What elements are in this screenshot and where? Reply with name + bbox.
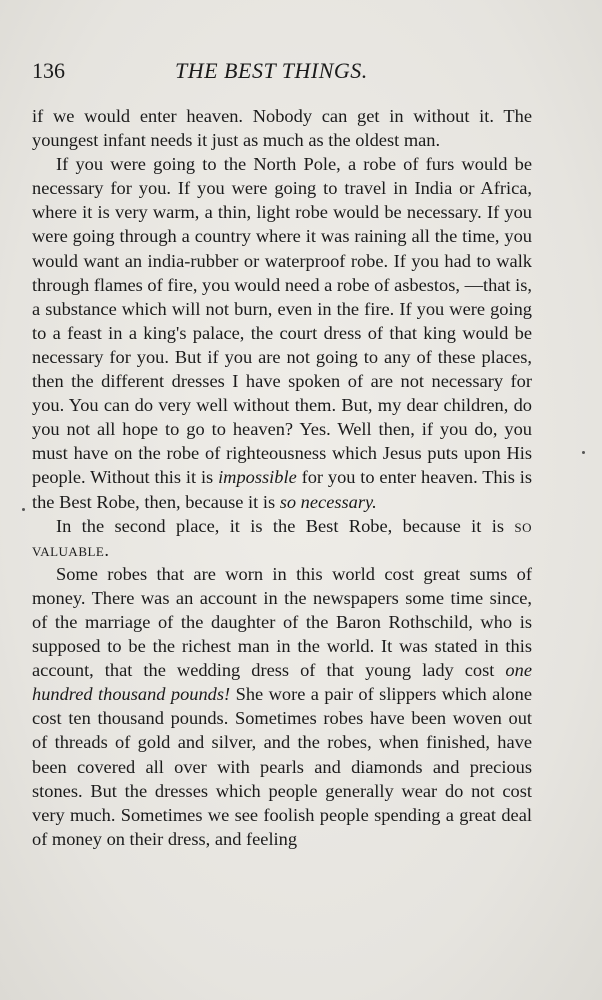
- running-title: THE BEST THINGS.: [175, 58, 368, 83]
- paragraph-4-tail: She wore a pair of slippers which alone cost ten thousand pounds. Sometimes robes have been woven out of threads of gold and silver, and the robes, when finished, have been covered all over with pearls and diamonds and precious stones. But the dresses which people generally wear do not cost very much. Sometimes we see foolish people spending a great deal of money on their dress, and feeling: [32, 684, 532, 849]
- page-header: [32, 58, 538, 88]
- paragraph-4-text: Some robes that are worn in this world cost great sums of money. There was an account in the newspapers some time since, of the marriage of the daughter of the Baron Rothschild, who is supposed to be the richest man in the world. It was stated in this account, that the wedding dress of that young lady cost: [32, 563, 532, 681]
- paragraph-3: [32, 514, 532, 562]
- emphasis-impossible: impossible: [218, 467, 297, 488]
- print-speck: [582, 451, 585, 454]
- page-number: 136: [32, 58, 65, 83]
- emphasis-hundred-thousand-pounds: one hundred thousand pounds!: [32, 660, 532, 705]
- emphasis-so-necessary: so necessary.: [279, 491, 377, 512]
- paragraph-3-text: In the second place, it is the Best Robe, because it is: [56, 515, 504, 536]
- paragraph-2-tail: for you to enter heaven. This is the Best Robe, then, because it is: [32, 467, 532, 512]
- print-speck: [22, 508, 25, 511]
- body-text: [32, 104, 532, 851]
- paragraph-2: [32, 152, 532, 513]
- small-caps-so-valuable: so valuable.: [32, 515, 532, 560]
- paragraph-4: [32, 562, 532, 851]
- paragraph-1: if we would enter heaven. Nobody can get in without it. The youngest infant needs it just as much as the oldest man.: [32, 106, 532, 151]
- paragraph-2-text: If you were going to the North Pole, a robe of furs would be necessary for you. If you were going to travel in India or Africa, where it is very warm, a thin, light robe would be necessary. If you were going through a country where it was raining all the time, you would want an india-rubber or waterproof robe. If you had to walk through flames of fire, you would need a robe of asbestos, —that is, a substance which will not burn, even in the fire. If you were going to a feast in a king's palace, the court dress of that king would be necessary for you. But if you are not going to any of these places, then the different dresses I have spoken of are not necessary for you. You can do very well without them. But, my dear children, do you not all hope to go to heaven? Yes. Well then, if you do, you must have on the robe of righteousness which Jesus puts upon His people. Without this it is: [32, 154, 533, 488]
